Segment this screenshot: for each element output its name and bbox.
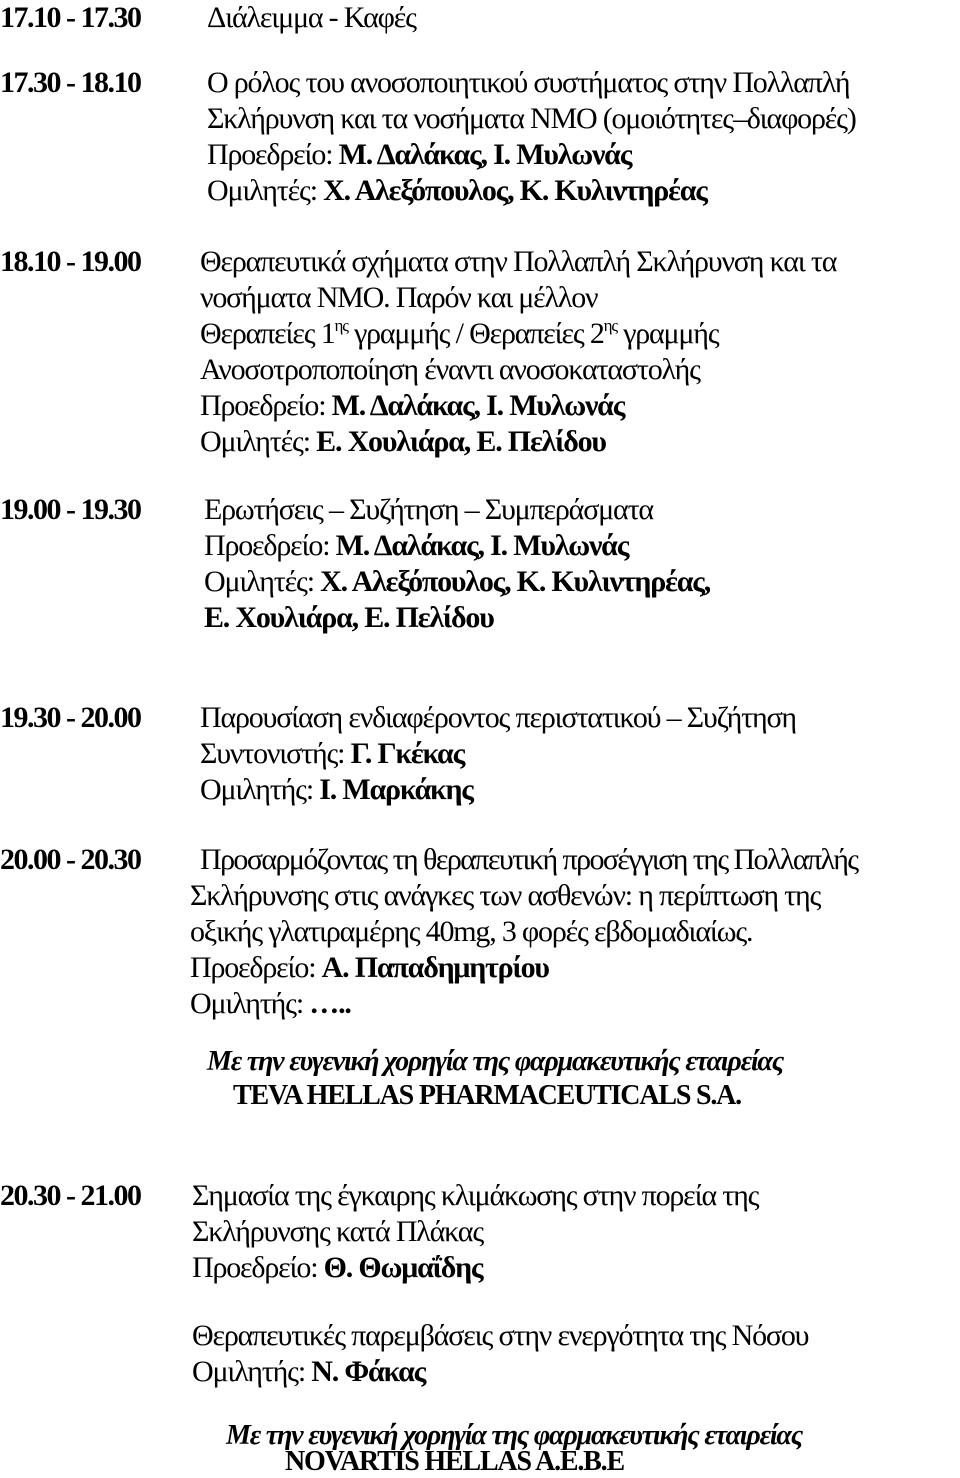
speaker-label: Ομιλητής: [190, 987, 303, 1020]
speaker-name: Ι. Μαρκάκης [319, 773, 473, 806]
session-title: Ο ρόλος του ανοσοποιητικού συστήματος στην Πολλαπλή [207, 66, 850, 99]
chair-label: Προεδρείο: [207, 138, 333, 171]
speakers-label: Ομιλητές: [204, 565, 314, 598]
speaker-line [200, 772, 473, 808]
speakers-line [200, 424, 606, 460]
chair-name: Θ. Θωμαΐδης [323, 1251, 483, 1284]
chair-line [207, 137, 631, 173]
session-time: 20.00 - 20.30 [0, 843, 141, 876]
session-title: Διάλειμμα - Καφές [207, 1, 416, 34]
session-time: 19.30 - 20.00 [0, 701, 141, 734]
session-time: 19.00 - 19.30 [0, 493, 141, 526]
session-title: Θεραπευτικά σχήματα στην Πολλαπλή Σκλήρυνση και τα [200, 245, 837, 278]
session-title: Ανοσοτροποποίηση έναντι ανοσοκαταστολής [200, 353, 700, 386]
session-time: 18.10 - 19.00 [0, 245, 141, 278]
session-title: Σκλήρυνσης κατά Πλάκας [192, 1215, 484, 1248]
chair-line [200, 388, 624, 424]
session-title: οξικής γλατιραμέρης 40mg, 3 φορές εβδομαδιαίως. [190, 915, 753, 948]
coordinator-label: Συντονιστής: [200, 737, 345, 770]
title-part: Θεραπείες 1 [200, 317, 335, 350]
chair-label: Προεδρείο: [192, 1251, 318, 1284]
sponsor-note: Με την ευγενική χορηγία της φαρμακευτικής εταιρείας [207, 1046, 784, 1077]
coordinator-name: Γ. Γκέκας [350, 737, 465, 770]
ordinal-suffix: ης [334, 316, 348, 335]
title-part: γραμμής [616, 317, 719, 350]
session-title: Σκλήρυνσης στις ανάγκες των ασθενών: η περίπτωση της [190, 879, 821, 912]
speakers-line [204, 564, 710, 600]
chair-names: Μ. Δαλάκας, Ι. Μυλωνάς [338, 138, 632, 171]
session-time: 17.10 - 17.30 [0, 1, 141, 34]
chair-label: Προεδρείο: [204, 529, 330, 562]
session-title: Προσαρμόζοντας τη θεραπευτική προσέγγιση της Πολλαπλής [200, 843, 858, 876]
speakers-names: Χ. Αλεξόπουλος, Κ. Κυλιντηρέας, [320, 565, 711, 598]
session-title: Ερωτήσεις – Συζήτηση – Συμπεράσματα [204, 493, 653, 526]
title-part: γραμμής / Θεραπείες 2 [347, 317, 604, 350]
speakers-label: Ομιλητές: [200, 425, 310, 458]
chair-line [204, 528, 628, 564]
chair-label: Προεδρείο: [200, 389, 326, 422]
speaker-label: Ομιλητής: [200, 773, 313, 806]
chair-names: Μ. Δαλάκας, Ι. Μυλωνάς [335, 529, 629, 562]
speakers-names: Χ. Αλεξόπουλος, Κ. Κυλιντηρέας [323, 174, 707, 207]
chair-name: Α. Παπαδημητρίου [321, 951, 549, 984]
session-title: Σκλήρυνση και τα νοσήματα ΝΜΟ (ομοιότητες–διαφορές) [207, 102, 856, 135]
chair-names: Μ. Δαλάκας, Ι. Μυλωνάς [331, 389, 625, 422]
speakers-names: Ε. Χουλιάρα, Ε. Πελίδου [316, 425, 606, 458]
speaker-name: ….. [309, 987, 351, 1020]
session-time: 17.30 - 18.10 [0, 66, 141, 99]
session-title: Σημασία της έγκαιρης κλιμάκωσης στην πορεία της [192, 1179, 759, 1212]
speaker-label: Ομιλητής: [192, 1355, 305, 1388]
chair-line [190, 950, 549, 986]
talk-title: Θεραπευτικές παρεμβάσεις στην ενεργότητα της Νόσου [192, 1319, 809, 1352]
chair-line [192, 1250, 482, 1286]
session-time: 20.30 - 21.00 [0, 1179, 141, 1212]
speakers-names: Ε. Χουλιάρα, Ε. Πελίδου [204, 601, 494, 634]
session-title [200, 316, 718, 352]
ordinal-suffix: ης [603, 316, 617, 335]
coordinator-line [200, 736, 464, 772]
speaker-line [192, 1354, 425, 1390]
speakers-line [207, 173, 707, 209]
sponsor-name: TEVA HELLAS PHARMACEUTICALS S.A. [233, 1080, 741, 1111]
sponsor-note: Με την ευγενική χορηγία της φαρμακευτικής εταιρείας [226, 1420, 803, 1451]
sponsor-name: NOVARTIS HELLAS A.E.B.E [285, 1446, 624, 1477]
session-title: Παρουσίαση ενδιαφέροντος περιστατικού – Συζήτηση [200, 701, 796, 734]
speaker-line [190, 986, 351, 1022]
session-title: νοσήματα ΝΜΟ. Παρόν και μέλλον [200, 281, 598, 314]
chair-label: Προεδρείο: [190, 951, 316, 984]
speakers-label: Ομιλητές: [207, 174, 317, 207]
speaker-name: Ν. Φάκας [311, 1355, 426, 1388]
